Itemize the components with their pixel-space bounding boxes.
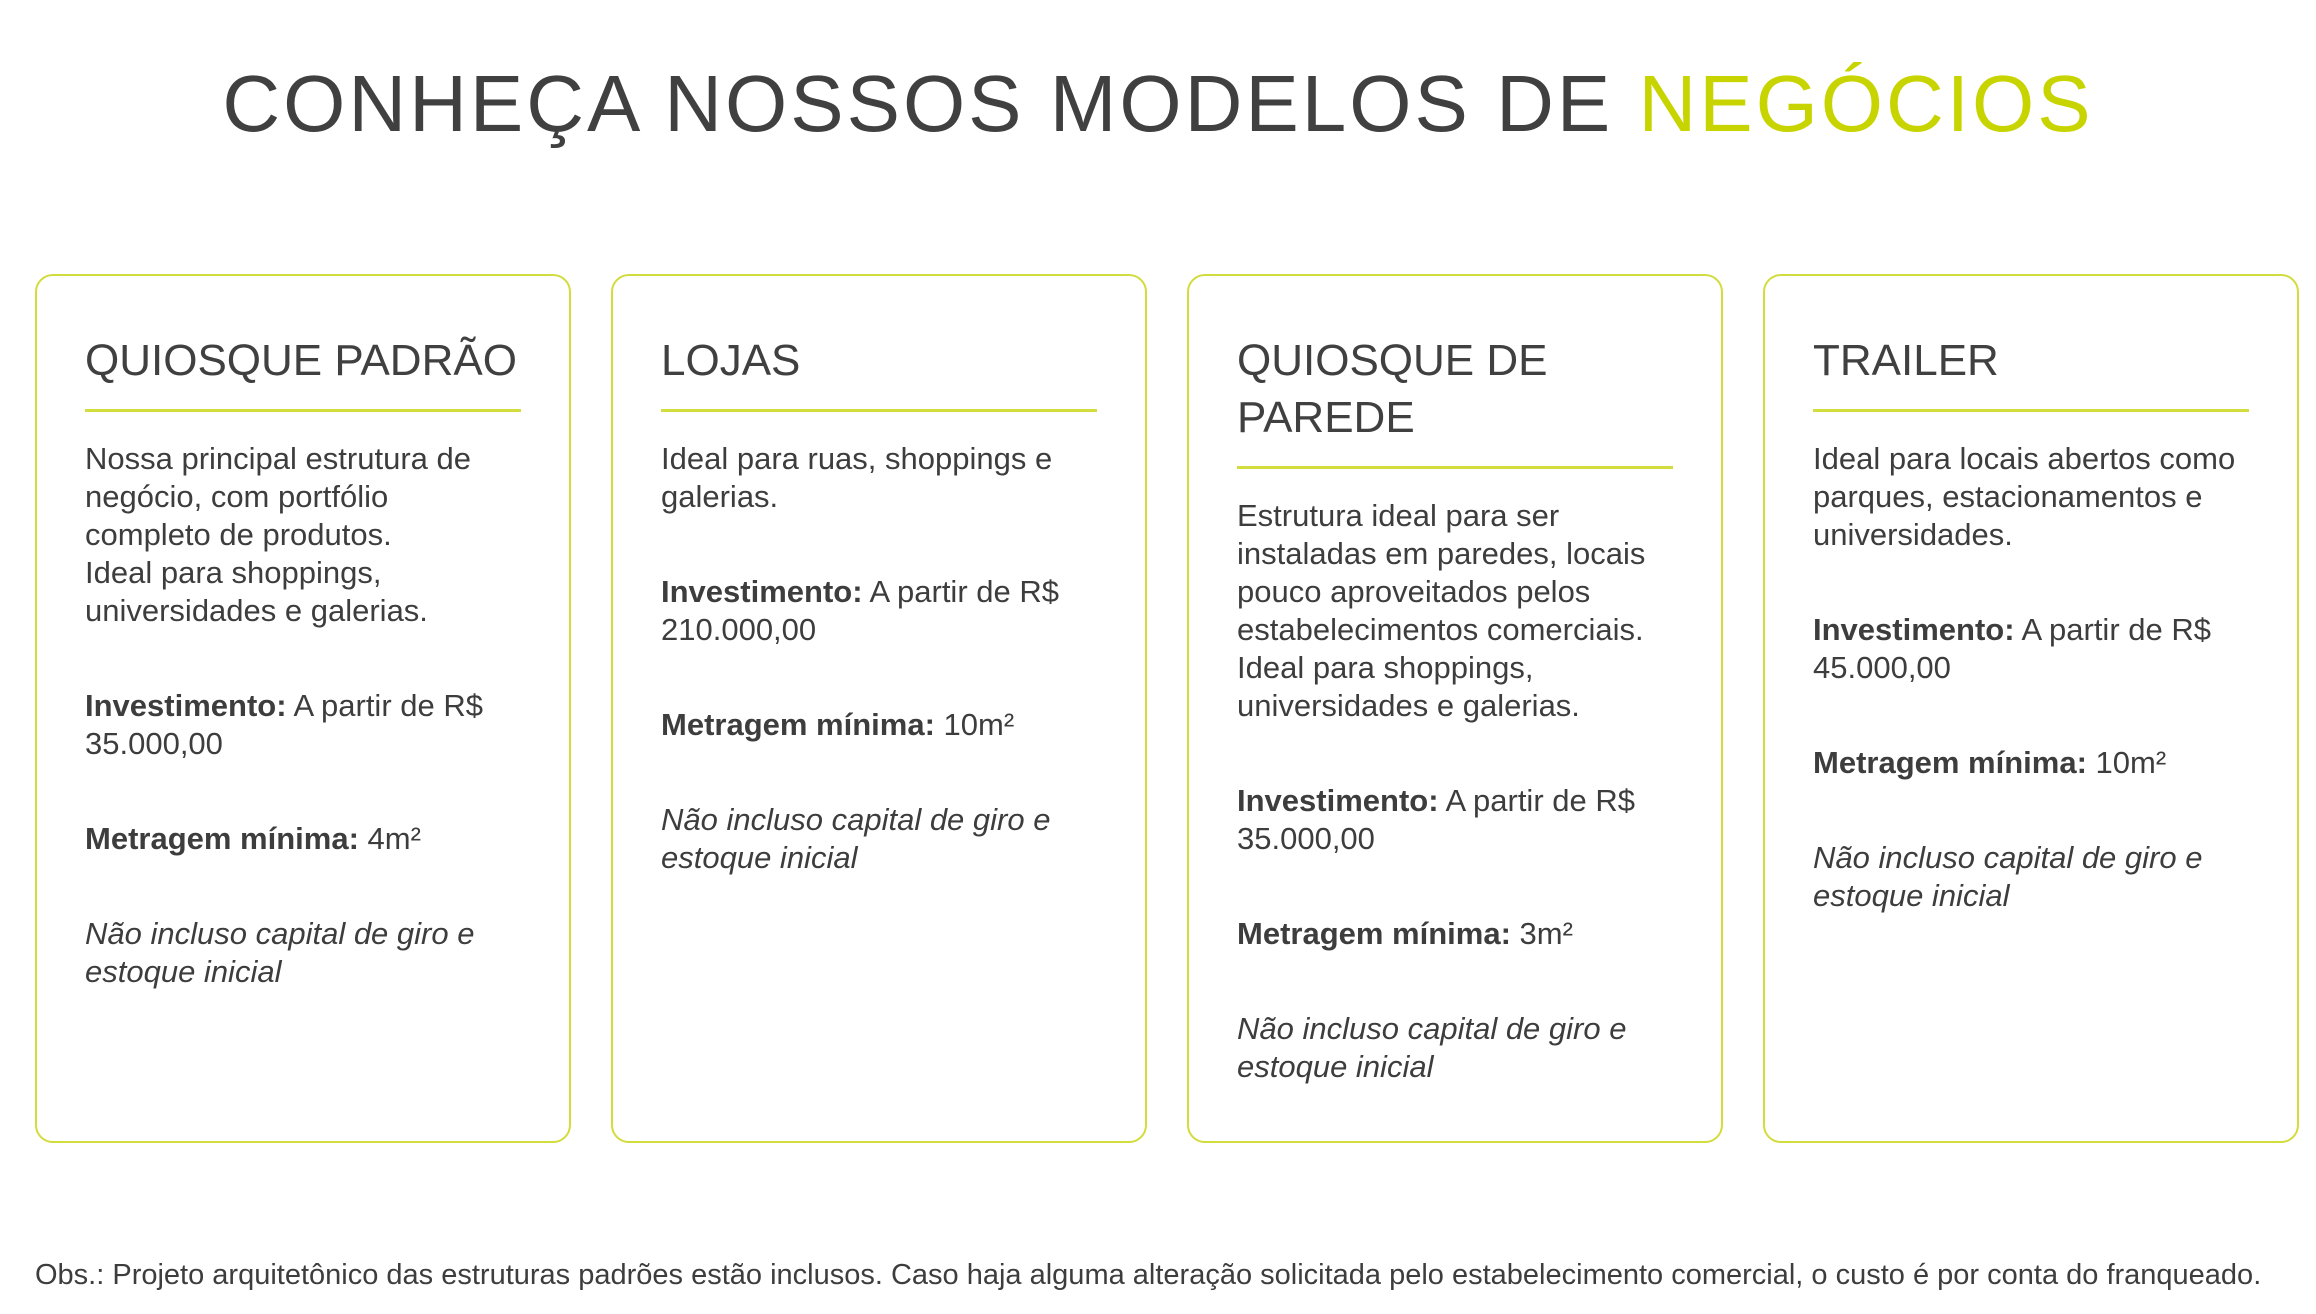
page-title-prefix: CONHEÇA NOSSOS MODELOS DE <box>222 58 1614 148</box>
page-title-accent: NEGÓCIOS <box>1638 58 2094 148</box>
min-area-label: Metragem mínima: <box>1237 916 1511 951</box>
card-investment <box>661 573 1097 649</box>
business-models-list <box>35 274 2299 1143</box>
card-investment <box>1237 782 1673 858</box>
min-area-value: 10m² <box>2095 745 2167 780</box>
investment-value: A partir de R$ 210.000,00 <box>661 574 1059 647</box>
min-area-value: 4m² <box>367 821 421 856</box>
card-note: Não incluso capital de giro e estoque inicial <box>661 802 1051 875</box>
card-min-area <box>1813 744 2249 782</box>
card-min-area <box>661 706 1097 744</box>
investment-label: Investimento: <box>1813 612 2015 647</box>
card-min-area <box>85 820 521 858</box>
business-model-card-lojas <box>611 274 1147 1143</box>
card-description: Ideal para ruas, shoppings e galerias. <box>661 441 1053 514</box>
min-area-label: Metragem mínima: <box>661 707 935 742</box>
investment-label: Investimento: <box>661 574 863 609</box>
min-area-label: Metragem mínima: <box>1813 745 2087 780</box>
min-area-label: Metragem mínima: <box>85 821 359 856</box>
page-title <box>0 54 2316 154</box>
card-description: Estrutura ideal para ser instaladas em paredes, locais pouco aproveitados pelos estabelecimentos comerciais. Ideal para shoppings, universidades e galerias. <box>1237 498 1646 723</box>
card-title: LOJAS <box>661 332 1097 412</box>
card-description: Nossa principal estrutura de negócio, com portfólio completo de produtos. Ideal para shoppings, universidades e galerias. <box>85 441 471 628</box>
card-investment <box>85 687 521 763</box>
investment-value: A partir de R$ 45.000,00 <box>1813 612 2211 685</box>
investment-value: A partir de R$ 35.000,00 <box>85 688 483 761</box>
card-title: QUIOSQUE DE PAREDE <box>1237 332 1673 469</box>
business-model-card-quiosque-de-parede <box>1187 274 1723 1143</box>
card-investment <box>1813 611 2249 687</box>
card-title: TRAILER <box>1813 332 2249 412</box>
footer-note: Obs.: Projeto arquitetônico das estruturas padrões estão inclusos. Caso haja alguma alteração solicitada pelo estabelecimento comercial, o custo é por conta do franqueado. <box>35 1259 2262 1291</box>
business-model-card-quiosque-padrao <box>35 274 571 1143</box>
business-model-card-trailer <box>1763 274 2299 1143</box>
investment-label: Investimento: <box>1237 783 1439 818</box>
investment-label: Investimento: <box>85 688 287 723</box>
card-note: Não incluso capital de giro e estoque inicial <box>85 916 475 989</box>
card-note: Não incluso capital de giro e estoque inicial <box>1813 840 2203 913</box>
min-area-value: 10m² <box>943 707 1015 742</box>
card-title: QUIOSQUE PADRÃO <box>85 332 521 412</box>
min-area-value: 3m² <box>1519 916 1573 951</box>
card-min-area <box>1237 915 1673 953</box>
card-description: Ideal para locais abertos como parques, estacionamentos e universidades. <box>1813 441 2236 552</box>
card-note: Não incluso capital de giro e estoque inicial <box>1237 1011 1627 1084</box>
investment-value: A partir de R$ 35.000,00 <box>1237 783 1635 856</box>
